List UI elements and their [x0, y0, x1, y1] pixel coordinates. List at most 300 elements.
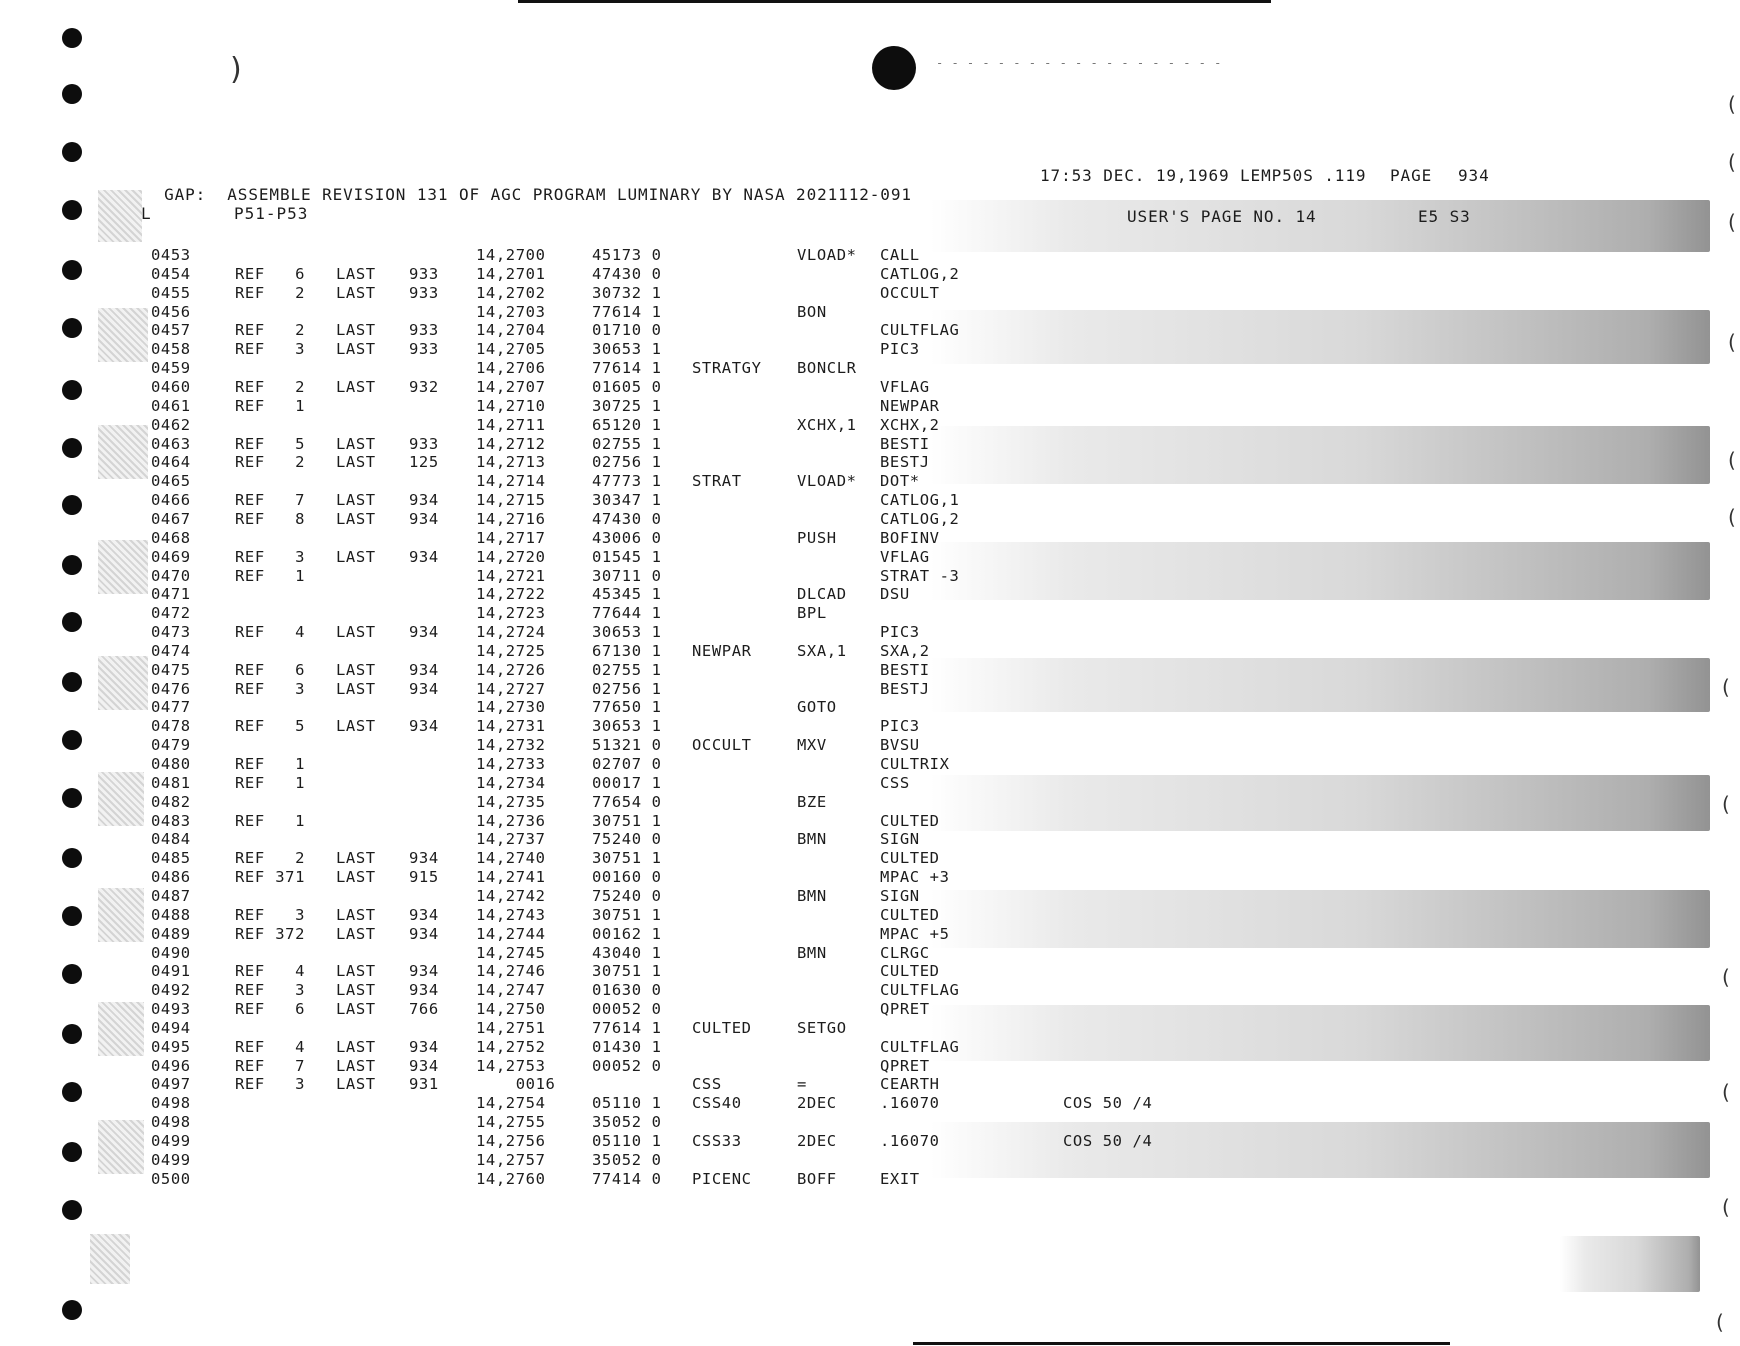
- last-marker: LAST: [336, 321, 376, 340]
- subheader-section: P51-P53: [234, 204, 309, 223]
- ref-marker: REF: [235, 509, 265, 528]
- listing-row: [0, 491, 1740, 510]
- address: 14,2737: [476, 830, 546, 849]
- dashed-scan-line: - - - - - - - - - - - - - - - - - - -: [936, 56, 1222, 70]
- listing-row: [0, 1113, 1740, 1132]
- right-edge-mark: (: [1728, 448, 1736, 472]
- listing-row: [0, 925, 1740, 944]
- right-edge-mark: (: [1728, 210, 1736, 234]
- right-edge-mark: (: [1722, 1080, 1730, 1104]
- last-page: 933: [409, 264, 439, 283]
- opcode: BZE: [797, 792, 827, 811]
- octal-word: 00052 0: [592, 1000, 662, 1018]
- opcode: BOFF: [797, 1169, 837, 1188]
- operand: .16070: [880, 1094, 940, 1113]
- ref-marker: REF: [235, 321, 265, 340]
- opcode: 2DEC: [797, 1132, 837, 1150]
- address: 14,2731: [476, 717, 546, 736]
- octal-word: 00052 0: [592, 1056, 662, 1075]
- address: 14,2723: [476, 604, 546, 623]
- subheader-user-page: USER'S PAGE NO. 14: [1127, 207, 1317, 226]
- ref-count-value: 3: [295, 340, 305, 359]
- listing-row: [0, 812, 1740, 831]
- listing-row: [0, 755, 1740, 774]
- opcode: MXV: [797, 736, 827, 755]
- ref-count-value: 2: [295, 378, 305, 396]
- right-edge-mark: (: [1722, 675, 1730, 699]
- listing-row: [0, 1038, 1740, 1057]
- address: 14,2721: [476, 566, 546, 585]
- right-edge-mark: (: [1716, 1310, 1724, 1334]
- line-number: 0496: [151, 1056, 191, 1075]
- ref-marker: REF: [235, 962, 265, 981]
- operand: CULTFLAG: [880, 1037, 960, 1056]
- ref-marker: REF: [235, 491, 265, 510]
- line-number: 0469: [151, 547, 191, 566]
- last-marker: LAST: [336, 453, 376, 472]
- address: 14,2713: [476, 453, 546, 472]
- operand: BESTI: [880, 660, 930, 679]
- ref-marker: REF: [235, 434, 265, 453]
- ref-count-value: 1: [295, 773, 305, 792]
- address: 14,2734: [476, 773, 546, 792]
- octal-word: 00162 1: [592, 924, 662, 943]
- listing-row: [0, 416, 1740, 435]
- line-number: 0499: [151, 1150, 191, 1169]
- line-number: 0466: [151, 491, 191, 510]
- operand: .16070: [880, 1132, 940, 1150]
- address: 14,2756: [476, 1132, 546, 1150]
- right-edge-mark: (: [1722, 1195, 1730, 1219]
- label: CULTED: [692, 1018, 752, 1037]
- paper-crescent-mark: ): [230, 52, 242, 87]
- label: CSS40: [692, 1094, 742, 1113]
- line-number: 0457: [151, 321, 191, 340]
- line-number: 0500: [151, 1169, 191, 1188]
- last-page: 934: [409, 1056, 439, 1075]
- operand: CULTED: [880, 962, 940, 981]
- listing-row: [0, 868, 1740, 887]
- operand: MPAC +5: [880, 924, 950, 943]
- listing-row: [0, 1151, 1740, 1170]
- opcode: BON: [797, 302, 827, 321]
- address: 14,2711: [476, 415, 546, 434]
- octal-word: 43006 0: [592, 528, 662, 547]
- address: 14,2715: [476, 491, 546, 510]
- octal-word: 77614 1: [592, 1018, 662, 1037]
- last-page: 766: [409, 1000, 439, 1018]
- octal-word: 35052 0: [592, 1150, 662, 1169]
- address: 14,2726: [476, 660, 546, 679]
- last-marker: LAST: [336, 623, 376, 641]
- address: 14,2747: [476, 981, 546, 1000]
- last-page: 934: [409, 981, 439, 1000]
- operand: BESTJ: [880, 679, 930, 698]
- last-marker: LAST: [336, 378, 376, 396]
- line-number: 0461: [151, 396, 191, 415]
- line-number: 0468: [151, 528, 191, 547]
- operand: SXA,2: [880, 641, 930, 660]
- octal-word: 47430 0: [592, 509, 662, 528]
- line-number: 0485: [151, 849, 191, 868]
- line-number: 0484: [151, 830, 191, 849]
- address: 14,2742: [476, 886, 546, 905]
- operand: BESTI: [880, 434, 930, 453]
- operand: CATLOG,2: [880, 264, 960, 283]
- line-number: 0493: [151, 1000, 191, 1018]
- octal-word: 01630 0: [592, 981, 662, 1000]
- opcode: PUSH: [797, 528, 837, 547]
- octal-word: 77654 0: [592, 792, 662, 811]
- line-number: 0489: [151, 924, 191, 943]
- listing-row: [0, 793, 1740, 812]
- address: 14,2753: [476, 1056, 546, 1075]
- opcode: VLOAD*: [797, 472, 857, 491]
- ref-marker: REF: [235, 679, 265, 698]
- listing-row: [0, 1000, 1740, 1019]
- line-number: 0462: [151, 415, 191, 434]
- address: 0016: [476, 1075, 556, 1094]
- address: 14,2746: [476, 962, 546, 981]
- octal-word: 77414 0: [592, 1169, 662, 1188]
- address: 14,2743: [476, 905, 546, 924]
- ref-marker: REF: [235, 264, 265, 283]
- listing-row: [0, 1057, 1740, 1076]
- operand: BESTJ: [880, 453, 930, 472]
- octal-word: 02756 1: [592, 453, 662, 472]
- line-number: 0490: [151, 943, 191, 962]
- ref-count-value: 3: [295, 905, 305, 924]
- ref-count-value: 4: [295, 1037, 305, 1056]
- operand: PIC3: [880, 623, 920, 641]
- listing-row: [0, 661, 1740, 680]
- operand: PIC3: [880, 717, 920, 736]
- address: 14,2751: [476, 1018, 546, 1037]
- listing-row: [0, 548, 1740, 567]
- ref-count-value: 5: [295, 717, 305, 736]
- punch-hole: [62, 142, 82, 162]
- label: STRATGY: [692, 359, 762, 378]
- listing-row: [0, 340, 1740, 359]
- punch-hole: [62, 1200, 82, 1220]
- operand: DOT*: [880, 472, 920, 491]
- last-page: 933: [409, 283, 439, 302]
- octal-word: 77614 1: [592, 359, 662, 378]
- line-number: 0475: [151, 660, 191, 679]
- operand: EXIT: [880, 1169, 920, 1188]
- octal-word: 75240 0: [592, 886, 662, 905]
- listing-row: [0, 378, 1740, 397]
- last-marker: LAST: [336, 679, 376, 698]
- line-number: 0478: [151, 717, 191, 736]
- line-number: 0454: [151, 264, 191, 283]
- listing-row: [0, 1132, 1740, 1151]
- operand: MPAC +3: [880, 868, 950, 887]
- last-page: 931: [409, 1075, 439, 1094]
- line-number: 0463: [151, 434, 191, 453]
- octal-word: 77650 1: [592, 698, 662, 717]
- label: CSS: [692, 1075, 722, 1094]
- listing-row: [0, 359, 1740, 378]
- header-program-id: LEMP50S .119: [1240, 166, 1367, 185]
- address: 14,2722: [476, 585, 546, 604]
- line-number: 0494: [151, 1018, 191, 1037]
- last-page: 934: [409, 962, 439, 981]
- listing-row: [0, 698, 1740, 717]
- address: 14,2724: [476, 623, 546, 641]
- opcode: SXA,1: [797, 641, 847, 660]
- last-marker: LAST: [336, 660, 376, 679]
- line-number: 0464: [151, 453, 191, 472]
- ref-count-value: 2: [295, 283, 305, 302]
- ref-count-value: 1: [295, 566, 305, 585]
- line-number: 0482: [151, 792, 191, 811]
- line-number: 0486: [151, 868, 191, 887]
- operand: CALL: [880, 246, 920, 264]
- right-edge-mark: (: [1728, 150, 1736, 174]
- operand: QPRET: [880, 1056, 930, 1075]
- address: 14,2752: [476, 1037, 546, 1056]
- address: 14,2741: [476, 868, 546, 887]
- listing-row: [0, 397, 1740, 416]
- last-marker: LAST: [336, 434, 376, 453]
- line-number: 0467: [151, 509, 191, 528]
- octal-word: 45345 1: [592, 585, 662, 604]
- listing-row: [0, 642, 1740, 661]
- address: 14,2700: [476, 246, 546, 264]
- ref-count-value: 3: [295, 679, 305, 698]
- octal-word: 35052 0: [592, 1113, 662, 1132]
- ref-marker: REF: [235, 378, 265, 396]
- listing-row: [0, 906, 1740, 925]
- listing-row: [0, 849, 1740, 868]
- ref-count-value: 3: [295, 981, 305, 1000]
- ref-count-value: 4: [295, 623, 305, 641]
- operand: CULTFLAG: [880, 981, 960, 1000]
- last-marker: LAST: [336, 981, 376, 1000]
- octal-word: 01710 0: [592, 321, 662, 340]
- last-marker: LAST: [336, 509, 376, 528]
- operand: DSU: [880, 585, 910, 604]
- listing-row: [0, 736, 1740, 755]
- octal-word: 01605 0: [592, 378, 662, 396]
- line-number: 0456: [151, 302, 191, 321]
- bottom-rule: [913, 1342, 1450, 1345]
- ref-count-value: 372: [275, 924, 305, 943]
- address: 14,2744: [476, 924, 546, 943]
- last-page: 934: [409, 679, 439, 698]
- listing-row: [0, 585, 1740, 604]
- ref-marker: REF: [235, 717, 265, 736]
- line-number: 0458: [151, 340, 191, 359]
- ref-count-value: 3: [295, 1075, 305, 1094]
- line-number: 0498: [151, 1094, 191, 1113]
- octal-word: 30653 1: [592, 340, 662, 359]
- octal-word: 02755 1: [592, 660, 662, 679]
- ref-marker: REF: [235, 755, 265, 773]
- address: 14,2714: [476, 472, 546, 491]
- last-marker: LAST: [336, 340, 376, 359]
- last-marker: LAST: [336, 868, 376, 887]
- ref-marker: REF: [235, 547, 265, 566]
- octal-word: 47430 0: [592, 264, 662, 283]
- punch-hole: [62, 200, 82, 220]
- operand: QPRET: [880, 1000, 930, 1018]
- last-marker: LAST: [336, 905, 376, 924]
- label: CSS33: [692, 1132, 742, 1150]
- line-number: 0498: [151, 1113, 191, 1132]
- address: 14,2727: [476, 679, 546, 698]
- ref-count-value: 6: [295, 264, 305, 283]
- ref-count-value: 4: [295, 962, 305, 981]
- subheader-es: E5 S3: [1418, 207, 1471, 226]
- listing-row: [0, 246, 1740, 265]
- octal-word: 30751 1: [592, 811, 662, 830]
- opcode: 2DEC: [797, 1094, 837, 1113]
- last-marker: LAST: [336, 1000, 376, 1018]
- octal-word: 00017 1: [592, 773, 662, 792]
- line-number: 0492: [151, 981, 191, 1000]
- operand: VFLAG: [880, 378, 930, 396]
- octal-word: 30653 1: [592, 623, 662, 641]
- ref-count-value: 3: [295, 547, 305, 566]
- listing-row: [0, 435, 1740, 454]
- octal-word: 00160 0: [592, 868, 662, 887]
- ref-marker: REF: [235, 849, 265, 868]
- header-timestamp: 17:53 DEC. 19,1969: [1040, 166, 1230, 185]
- operand: SIGN: [880, 830, 920, 849]
- line-number: 0470: [151, 566, 191, 585]
- line-number: 0453: [151, 246, 191, 264]
- label: NEWPAR: [692, 641, 752, 660]
- address: 14,2706: [476, 359, 546, 378]
- punch-hole: [62, 1300, 82, 1320]
- ref-count-value: 2: [295, 453, 305, 472]
- subheader-marker: L: [141, 204, 152, 223]
- listing-row: [0, 529, 1740, 548]
- last-marker: LAST: [336, 717, 376, 736]
- punch-hole-large: [872, 46, 916, 90]
- listing-row: [0, 265, 1740, 284]
- right-edge-mark: (: [1722, 965, 1730, 989]
- opcode: BMN: [797, 943, 827, 962]
- ref-marker: REF: [235, 283, 265, 302]
- octal-word: 02707 0: [592, 755, 662, 773]
- octal-word: 02755 1: [592, 434, 662, 453]
- ref-count-value: 1: [295, 396, 305, 415]
- header-page-number: 934: [1458, 166, 1490, 185]
- octal-word: 01430 1: [592, 1037, 662, 1056]
- octal-word: 47773 1: [592, 472, 662, 491]
- last-marker: LAST: [336, 924, 376, 943]
- last-marker: LAST: [336, 1056, 376, 1075]
- address: 14,2745: [476, 943, 546, 962]
- listing-row: [0, 1075, 1740, 1094]
- listing-row: [0, 887, 1740, 906]
- ref-marker: REF: [235, 623, 265, 641]
- last-page: 932: [409, 378, 439, 396]
- listing-row: [0, 962, 1740, 981]
- address: 14,2754: [476, 1094, 546, 1113]
- last-marker: LAST: [336, 962, 376, 981]
- last-marker: LAST: [336, 849, 376, 868]
- octal-word: 51321 0: [592, 736, 662, 755]
- ref-count-value: 2: [295, 321, 305, 340]
- ref-count-value: 1: [295, 811, 305, 830]
- last-page: 934: [409, 491, 439, 510]
- last-marker: LAST: [336, 1075, 376, 1094]
- operand: CULTED: [880, 905, 940, 924]
- opcode: BMN: [797, 830, 827, 849]
- address: 14,2704: [476, 321, 546, 340]
- line-number: 0491: [151, 962, 191, 981]
- line-number: 0459: [151, 359, 191, 378]
- listing-row: [0, 1170, 1740, 1189]
- last-page: 934: [409, 547, 439, 566]
- line-number: 0460: [151, 378, 191, 396]
- last-page: 934: [409, 509, 439, 528]
- operand: SIGN: [880, 886, 920, 905]
- octal-word: 65120 1: [592, 415, 662, 434]
- last-page: 934: [409, 924, 439, 943]
- ref-marker: REF: [235, 981, 265, 1000]
- listing-header: [143, 166, 912, 204]
- last-page: 934: [409, 905, 439, 924]
- ref-marker: REF: [235, 396, 265, 415]
- octal-word: 45173 0: [592, 246, 662, 264]
- opcode: DLCAD: [797, 585, 847, 604]
- punch-hole: [62, 28, 82, 48]
- left-margin-smudge: [98, 190, 142, 242]
- last-marker: LAST: [336, 547, 376, 566]
- ref-marker: REF: [235, 660, 265, 679]
- line-number: 0481: [151, 773, 191, 792]
- header-title: GAP: ASSEMBLE REVISION 131 OF AGC PROGRAM LUMINARY BY NASA 2021112-091: [164, 185, 912, 204]
- operand: CATLOG,1: [880, 491, 960, 510]
- operand: CULTFLAG: [880, 321, 960, 340]
- header-page-label: PAGE: [1390, 166, 1433, 185]
- listing-row: [0, 1094, 1740, 1113]
- ref-count-value: 7: [295, 491, 305, 510]
- ref-marker: REF: [235, 340, 265, 359]
- ref-marker: REF: [235, 1037, 265, 1056]
- address: 14,2750: [476, 1000, 546, 1018]
- ref-marker: REF: [235, 1000, 265, 1018]
- address: 14,2755: [476, 1113, 546, 1132]
- line-number: 0497: [151, 1075, 191, 1094]
- ref-count-value: 7: [295, 1056, 305, 1075]
- last-marker: LAST: [336, 264, 376, 283]
- listing-row: [0, 453, 1740, 472]
- line-number: 0473: [151, 623, 191, 641]
- listing-row: [0, 567, 1740, 586]
- listing-row: [0, 623, 1740, 642]
- address: 14,2712: [476, 434, 546, 453]
- line-number: 0474: [151, 641, 191, 660]
- line-number: 0488: [151, 905, 191, 924]
- operand: PIC3: [880, 340, 920, 359]
- last-page: 934: [409, 1037, 439, 1056]
- ref-marker: REF: [235, 1075, 265, 1094]
- line-number: 0455: [151, 283, 191, 302]
- listing-row: [0, 680, 1740, 699]
- opcode: BONCLR: [797, 359, 857, 378]
- address: 14,2701: [476, 264, 546, 283]
- comment: COS 50 /4: [1063, 1094, 1153, 1113]
- right-edge-mark: (: [1722, 792, 1730, 816]
- opcode: VLOAD*: [797, 246, 857, 264]
- operand: CSS: [880, 773, 910, 792]
